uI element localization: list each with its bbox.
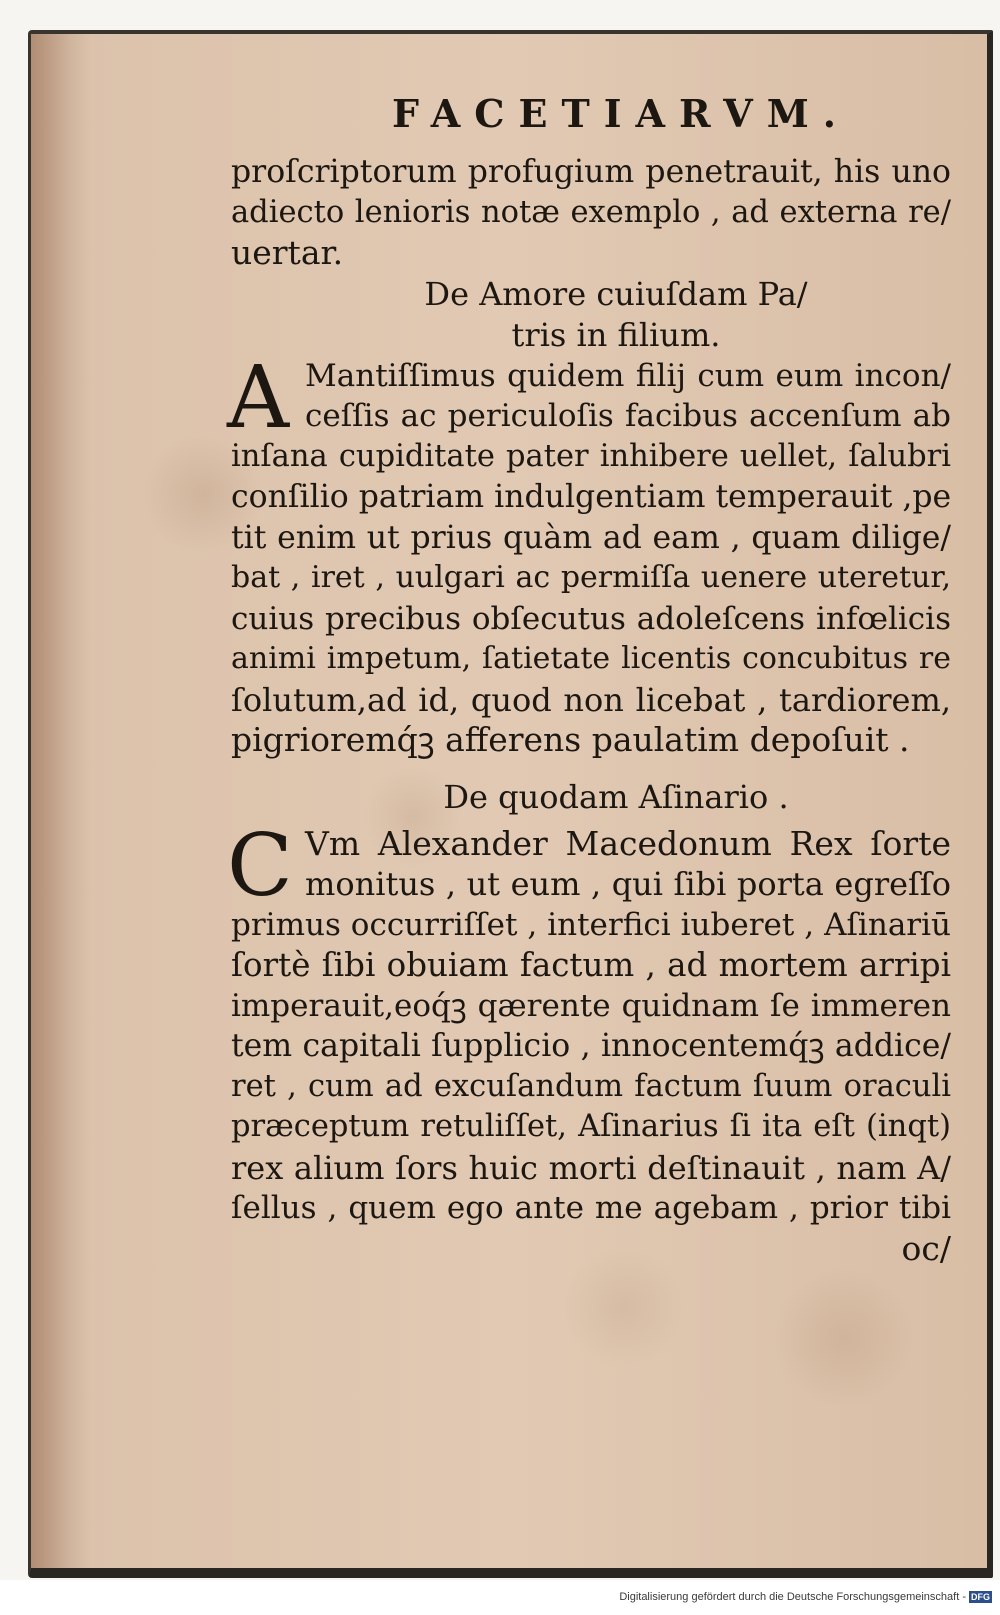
text-line: ſellus , quem ego ante me agebam , prior tibi [231, 1190, 951, 1226]
text-line: uertar. [231, 233, 344, 272]
text-line: conſilio patriam indulgentiam temperauit ,pe [231, 479, 952, 515]
text-line: proſcriptorum profugium penetrauit, his uno [231, 154, 951, 190]
digitization-credit [619, 1591, 992, 1603]
catchword: oc/ [901, 1228, 951, 1268]
text-line: ceſſis ac periculoſis facibus accenſum ab [305, 398, 951, 434]
page-text [227, 84, 952, 1269]
text-line: ſortè ſibi obuiam factum , ad mortem arripi [231, 946, 951, 984]
text-line: primus occurriſſet , interfici iuberet , Aſinariū [231, 906, 951, 943]
dfg-logo: DFG [971, 1592, 990, 1602]
heading-line: tris in filium. [511, 315, 721, 354]
text-line: cuius precibus obſecutus adoleſcens infœlicis [231, 600, 951, 637]
paragraph-asinario [227, 815, 951, 1229]
text-line: Mantiſſimus quidem filij cum eum incon/ [305, 357, 951, 394]
text-line: adiecto lenioris notæ exemplo , ad externa re/ [231, 194, 951, 230]
text-line: monitus , ut eum , qui ſibi porta egreſſo [305, 865, 951, 903]
paragraph-amore [227, 347, 952, 761]
text-line: animi impetum, ſatietate licentis concubitus re [231, 641, 951, 676]
running-head: FACETIARVM. [392, 91, 850, 136]
text-line: præceptum retuliſſet, Aſinarius ſi ita eſt (inqt) [231, 1109, 951, 1144]
text-line: rex alium ſors huic morti deſtinauit , nam A/ [231, 1148, 951, 1187]
text-line: inſana cupiditate pater inhibere uellet, ſalubri [231, 438, 951, 474]
gutter-shadow [31, 34, 91, 1568]
section-heading-asinario: De quodam Aſinario . [443, 777, 789, 816]
drop-cap: C [227, 815, 293, 916]
heading-line: De Amore cuiuſdam Pa/ [424, 274, 808, 313]
text-line: tit enim ut prius quàm ad eam , quam dilige/ [231, 519, 951, 556]
text-line: pigrioremq́ꝫ afferens paulatim depoſuit . [231, 720, 910, 759]
credit-text: Digitalisierung gefördert durch die Deutsche Forschungsgemeinschaft - [619, 1590, 966, 1603]
text-line: Vm Alexander Macedonum Rex ſorte [305, 823, 951, 863]
text-line: imperauit,eoq́ꝫ qærente quidnam ſe immeren [231, 987, 951, 1024]
text-line: ſolutum,ad id, quod non licebat , tardiorem, [231, 680, 951, 719]
text-line: tem capitali ſupplicio , innocentemq́ꝫ addice/ [231, 1028, 951, 1064]
section-heading-amore [231, 274, 951, 356]
intro-paragraph [231, 152, 951, 274]
drop-cap: A [227, 347, 290, 448]
text-line: bat , iret , uulgari ac permiſſa uenere uteretur, [231, 560, 951, 595]
book-page [28, 30, 993, 1578]
text-line: ret , cum ad excuſandum factum ſuum oraculi [231, 1068, 951, 1104]
